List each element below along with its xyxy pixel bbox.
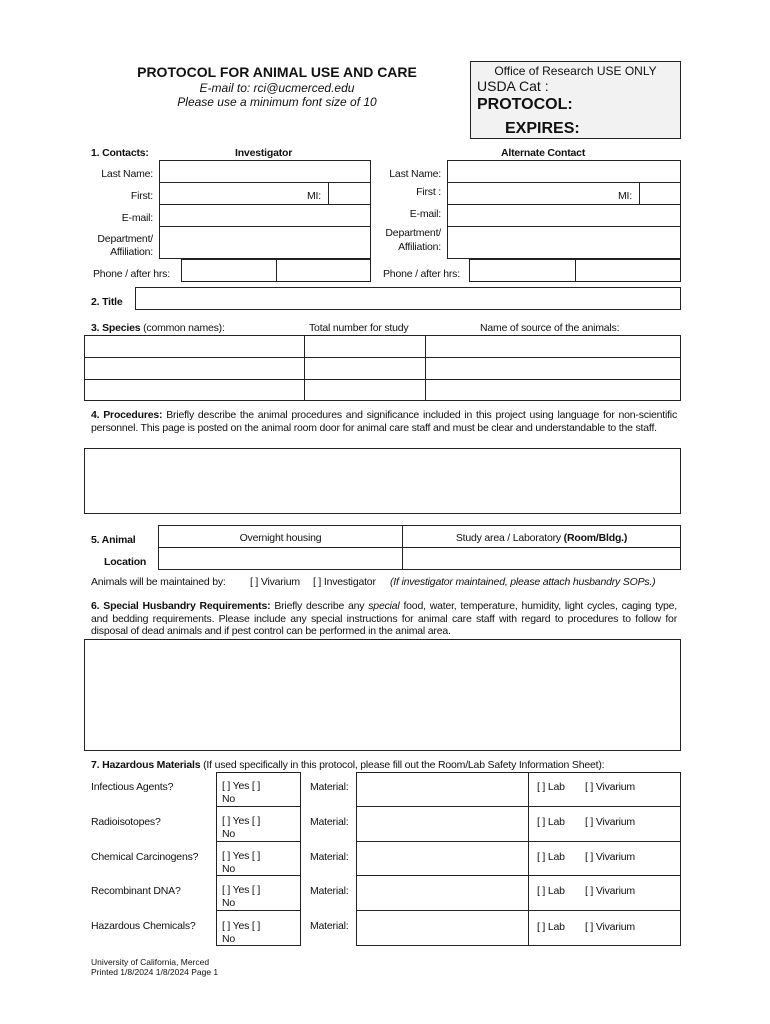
investigator-mi-label: MI: bbox=[307, 190, 321, 202]
lab-checkbox[interactable]: [ ] Lab bbox=[537, 781, 565, 793]
hazard-yes-no-cell[interactable] bbox=[216, 806, 301, 842]
location-section-label: 5. Animal bbox=[91, 534, 136, 546]
investigator-after-hours-field[interactable] bbox=[276, 259, 371, 282]
hazardous-section-label: 7. Hazardous Materials (If used specifically in this protocol, please fill out the Room/Lab Safety Information Sheet): bbox=[91, 759, 605, 771]
alternate-first-field[interactable] bbox=[447, 182, 640, 205]
yes-no-option[interactable]: [ ] Yes [ ] bbox=[222, 815, 261, 827]
investigator-affiliation-label: Affiliation: bbox=[110, 246, 153, 258]
yes-no-option[interactable]: [ ] Yes [ ] bbox=[222, 884, 261, 896]
investigator-first-field[interactable] bbox=[159, 182, 329, 205]
husbandry-instructions: 6. Special Husbandry Requirements: Briefly describe any special food, water, temperature, humidity, light cycles, caging type, and bedding requirements. Please include any special instructions for animal care staff with regard to procedures to follow for disposal of dead animals and if pest control can be performed in the animal area. bbox=[91, 600, 677, 637]
investigator-checkbox[interactable]: [ ] Investigator bbox=[313, 576, 376, 588]
investigator-phone-field[interactable] bbox=[181, 259, 277, 282]
lab-checkbox[interactable]: [ ] Lab bbox=[537, 816, 565, 828]
husbandry-sop-note: (If investigator maintained, please attach husbandry SOPs.) bbox=[390, 576, 656, 588]
no-option-text: No bbox=[222, 897, 236, 909]
procedures-instructions: 4. Procedures: Briefly describe the animal procedures and significance included in this project using language for non-scientific personnel. This page is posted on the animal room door for animal care staff and must be clear and understandable to the staff. bbox=[91, 409, 677, 434]
species-source-header: Name of source of the animals: bbox=[480, 322, 620, 334]
species-section-label: 3. Species (common names): bbox=[91, 322, 225, 334]
lab-checkbox[interactable]: [ ] Lab bbox=[537, 921, 565, 933]
lab-vivarium-cell bbox=[528, 806, 681, 842]
hazard-yes-no-cell[interactable] bbox=[216, 910, 301, 946]
alternate-phone-field[interactable] bbox=[469, 259, 576, 282]
alternate-phone-label: Phone / after hrs: bbox=[383, 268, 460, 280]
footer-print-info: Printed 1/8/2024 1/8/2024 Page 1 bbox=[91, 967, 219, 977]
material-label: Material: bbox=[310, 851, 349, 863]
overnight-housing-header: Overnight housing bbox=[239, 532, 322, 544]
expires-label: EXPIRES: bbox=[505, 120, 580, 137]
alternate-email-field[interactable] bbox=[447, 204, 681, 227]
investigator-heading: Investigator bbox=[235, 147, 293, 159]
protocol-title-field[interactable] bbox=[135, 287, 681, 310]
hazard-row-label: Radioisotopes? bbox=[91, 816, 161, 828]
species-total-header: Total number for study bbox=[309, 322, 409, 334]
material-label: Material: bbox=[310, 920, 349, 932]
vivarium-checkbox[interactable]: [ ] Vivarium bbox=[250, 576, 300, 588]
investigator-department-label: Department/ bbox=[97, 233, 153, 245]
lab-vivarium-cell bbox=[528, 841, 681, 876]
investigator-last-name-field[interactable] bbox=[159, 160, 371, 183]
vivarium-checkbox[interactable]: [ ] Vivarium bbox=[585, 816, 635, 828]
lab-vivarium-cell bbox=[528, 772, 681, 807]
alternate-department-field[interactable] bbox=[447, 226, 681, 259]
material-field[interactable] bbox=[356, 910, 529, 946]
material-field[interactable] bbox=[356, 772, 529, 807]
investigator-last-name-label: Last Name: bbox=[101, 168, 153, 180]
hazard-row-label: Chemical Carcinogens? bbox=[91, 851, 199, 863]
location-table bbox=[158, 525, 681, 570]
no-option-text: No bbox=[222, 933, 236, 945]
contacts-section-label: 1. Contacts: bbox=[91, 147, 149, 159]
investigator-email-field[interactable] bbox=[159, 204, 371, 227]
alternate-mi-field[interactable] bbox=[639, 182, 681, 205]
hazard-row-label: Infectious Agents? bbox=[91, 781, 174, 793]
font-size-note: Please use a minimum font size of 10 bbox=[177, 95, 377, 109]
material-label: Material: bbox=[310, 885, 349, 897]
vivarium-checkbox[interactable]: [ ] Vivarium bbox=[585, 885, 635, 897]
alternate-after-hours-field[interactable] bbox=[575, 259, 681, 282]
procedures-field[interactable] bbox=[84, 448, 681, 514]
email-instruction: E-mail to: rci@ucmerced.edu bbox=[199, 81, 355, 95]
yes-no-option[interactable]: [ ] Yes [ ] bbox=[222, 780, 261, 792]
species-table bbox=[84, 335, 681, 401]
no-option-text: No bbox=[222, 828, 236, 840]
protocol-number-label: PROTOCOL: bbox=[477, 96, 573, 113]
husbandry-field[interactable] bbox=[84, 639, 681, 751]
alternate-department-label: Department/ bbox=[385, 227, 441, 239]
alternate-mi-label: MI: bbox=[618, 190, 632, 202]
hazard-row-label: Hazardous Chemicals? bbox=[91, 920, 196, 932]
lab-vivarium-cell bbox=[528, 910, 681, 946]
footer-institution: University of California, Merced bbox=[91, 957, 210, 967]
location-section-label-2: Location bbox=[104, 556, 147, 568]
yes-no-option[interactable]: [ ] Yes [ ] bbox=[222, 850, 261, 862]
species-col-divider bbox=[425, 336, 426, 400]
location-row-divider bbox=[159, 547, 680, 548]
material-field[interactable] bbox=[356, 875, 529, 911]
investigator-email-label: E-mail: bbox=[121, 212, 153, 224]
maintained-by-label: Animals will be maintained by: bbox=[91, 576, 226, 588]
material-label: Material: bbox=[310, 781, 349, 793]
alternate-contact-heading: Alternate Contact bbox=[501, 147, 586, 159]
alternate-last-name-field[interactable] bbox=[447, 160, 681, 183]
title-section-label: 2. Title bbox=[91, 296, 123, 308]
alternate-email-label: E-mail: bbox=[409, 208, 441, 220]
investigator-department-field[interactable] bbox=[159, 226, 371, 259]
lab-checkbox[interactable]: [ ] Lab bbox=[537, 885, 565, 897]
hazard-yes-no-cell[interactable] bbox=[216, 772, 301, 807]
usda-category-label: USDA Cat : bbox=[477, 78, 549, 94]
lab-checkbox[interactable]: [ ] Lab bbox=[537, 851, 565, 863]
no-option-text: No bbox=[222, 863, 236, 875]
investigator-first-label: First: bbox=[130, 190, 153, 202]
material-label: Material: bbox=[310, 816, 349, 828]
species-row-divider bbox=[85, 379, 680, 380]
hazard-yes-no-cell[interactable] bbox=[216, 841, 301, 876]
yes-no-option[interactable]: [ ] Yes [ ] bbox=[222, 920, 261, 932]
species-col-divider bbox=[304, 336, 305, 400]
lab-vivarium-cell bbox=[528, 875, 681, 911]
species-row-divider bbox=[85, 357, 680, 358]
office-use-heading: Office of Research USE ONLY bbox=[494, 64, 657, 78]
alternate-first-label: First : bbox=[416, 186, 441, 198]
vivarium-checkbox[interactable]: [ ] Vivarium bbox=[585, 781, 635, 793]
hazard-row-label: Recombinant DNA? bbox=[91, 885, 181, 897]
alternate-last-name-label: Last Name: bbox=[389, 168, 441, 180]
alternate-affiliation-label: Affiliation: bbox=[398, 241, 441, 253]
material-field[interactable] bbox=[356, 841, 529, 876]
hazard-yes-no-cell[interactable] bbox=[216, 875, 301, 911]
vivarium-checkbox[interactable]: [ ] Vivarium bbox=[585, 851, 635, 863]
vivarium-checkbox[interactable]: [ ] Vivarium bbox=[585, 921, 635, 933]
no-option-text: No bbox=[222, 793, 236, 805]
page-title: PROTOCOL FOR ANIMAL USE AND CARE bbox=[137, 64, 417, 80]
office-use-box bbox=[470, 61, 681, 139]
study-area-header: Study area / Laboratory (Room/Bldg.) bbox=[455, 532, 628, 544]
material-field[interactable] bbox=[356, 806, 529, 842]
investigator-phone-label: Phone / after hrs: bbox=[93, 268, 170, 280]
